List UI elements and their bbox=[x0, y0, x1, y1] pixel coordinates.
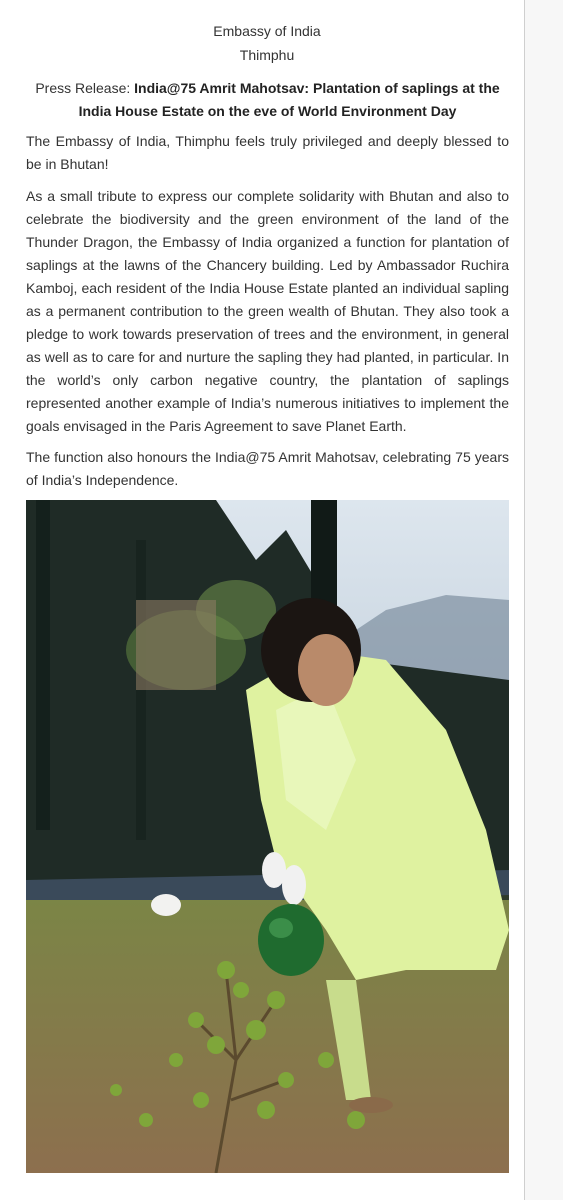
city-name: Thimphu bbox=[239, 47, 295, 63]
person-face bbox=[298, 634, 354, 706]
glove bbox=[282, 865, 306, 905]
photo-illustration bbox=[26, 500, 509, 1173]
paragraph: The function also honours the India@75 Amrit Mahotsav, celebrating 75 years of India’s Independence. bbox=[26, 449, 509, 488]
watering-can-highlight bbox=[269, 918, 293, 938]
press-release-title: India@75 Amrit Mahotsav: Plantation of saplings at the India House Estate on the eve of World Environment Day bbox=[78, 80, 500, 119]
press-release-prefix: Press Release: bbox=[35, 80, 135, 96]
white-stone bbox=[151, 894, 181, 916]
press-release-heading bbox=[26, 77, 509, 123]
right-margin bbox=[525, 0, 563, 1200]
organization-name: Embassy of India bbox=[213, 23, 321, 39]
paragraph: The Embassy of India, Thimphu feels truly privileged and deeply blessed to be in Bhutan! bbox=[26, 133, 509, 172]
tree-trunk bbox=[36, 500, 50, 830]
watering-can bbox=[258, 904, 324, 976]
shoe bbox=[349, 1097, 393, 1113]
plantation-photo bbox=[26, 500, 509, 1173]
paragraph: As a small tribute to express our complete solidarity with Bhutan and also to celebrate the biodiversity and the green environment of the land of the Thunder Dragon, the Embassy of India organized a function for plantation of saplings at the lawns of the Chancery building. Led by Ambassador Ruchira Kamboj, each resident of the India House Estate planted an individual sapling as a permanent contribution to the green wealth of Bhutan. They also took a pledge to work towards preservation of trees and the environment, in general as well as to care for and nurture the sapling they had planted, in particular. In the world’s only carbon negative country, the plantation of saplings represented another example of India’s numerous initiatives to implement the goals envisaged in the Paris Agreement to save Planet Earth. bbox=[26, 188, 509, 434]
building bbox=[136, 600, 216, 690]
